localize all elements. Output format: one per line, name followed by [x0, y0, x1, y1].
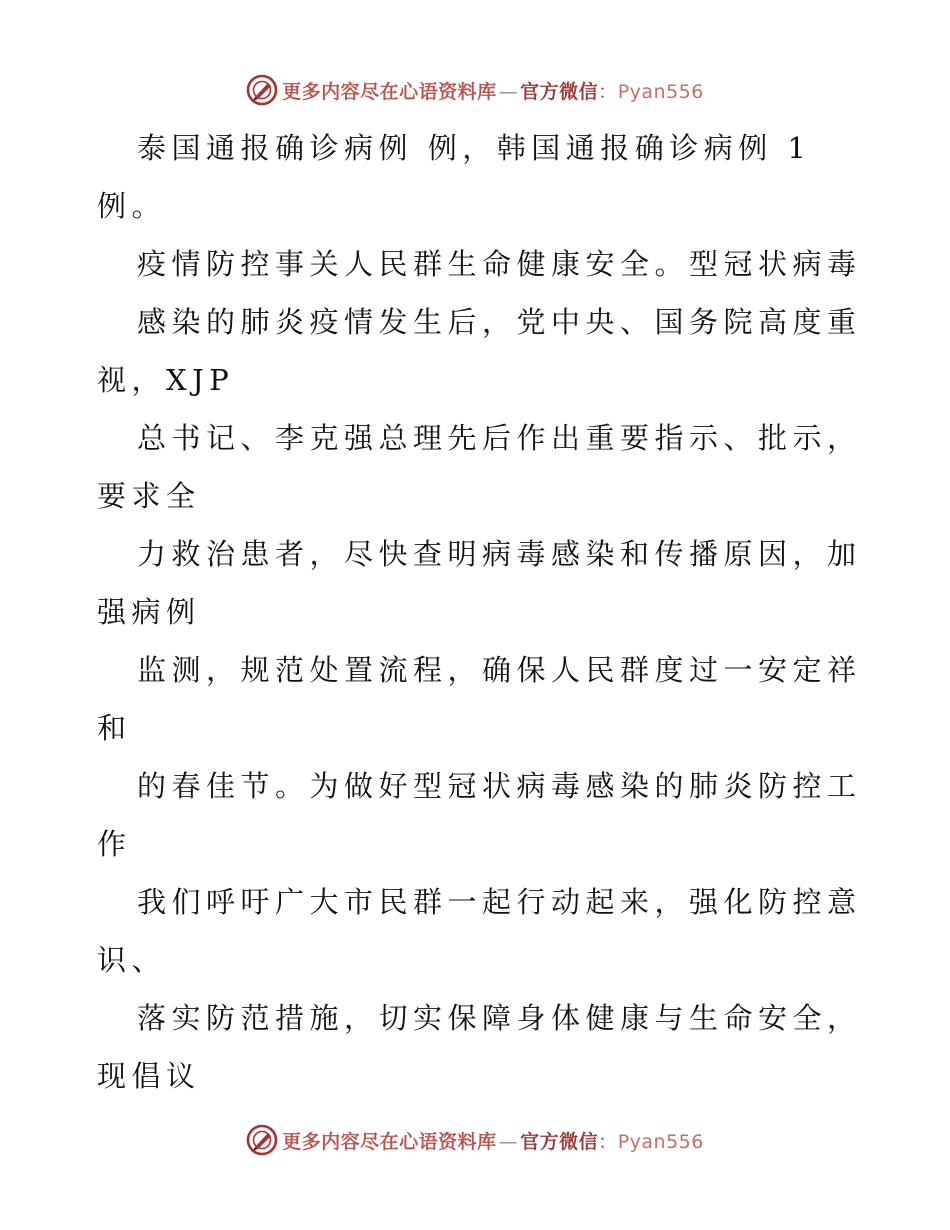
watermark-title: 更多内容尽在心语资料库 — [282, 1130, 497, 1153]
watermark-colon: ： — [598, 1130, 618, 1153]
text-line: 例。 — [97, 189, 167, 223]
text-line: 力救治患者，尽快查明病毒感染和传播原因，加 — [137, 537, 862, 571]
brand-logo-icon — [246, 1124, 278, 1156]
watermark-subtitle: 官方微信 — [520, 1130, 599, 1153]
text-line: 现倡议 — [97, 1059, 201, 1093]
text-line: 总书记、李克强总理先后作出重要指示、批示， — [137, 421, 862, 455]
text-line: 视，XJP — [97, 363, 235, 397]
text-line: 疫情防控事关人民群生命健康安全。型冠状病毒 — [137, 247, 862, 281]
text-line: 感染的肺炎疫情发生后，党中央、国务院高度重 — [137, 305, 862, 339]
watermark-separator: — — [498, 80, 519, 103]
text-line: 强病例 — [97, 595, 201, 629]
footer-watermark — [0, 1122, 950, 1158]
text-line: 落实防范措施，切实保障身体健康与生命安全， — [137, 1001, 862, 1035]
watermark-wechat-id: Pyan556 — [617, 1130, 704, 1153]
text-line: 泰国通报确诊病例 例，韩国通报确诊病例 1 — [137, 131, 812, 165]
watermark-title: 更多内容尽在心语资料库 — [282, 80, 497, 103]
text-line: 作 — [97, 827, 132, 861]
text-line: 我们呼吁广大市民群一起行动起来，强化防控意 — [137, 885, 862, 919]
watermark-subtitle: 官方微信 — [520, 80, 599, 103]
text-line: 识、 — [97, 943, 167, 977]
text-line: 要求全 — [97, 479, 201, 513]
watermark-wechat-id: Pyan556 — [617, 80, 704, 103]
text-line: 和 — [97, 711, 132, 745]
text-line: 的春佳节。为做好型冠状病毒感染的肺炎防控工 — [137, 769, 862, 803]
watermark-separator: — — [498, 1130, 519, 1153]
text-line: 监测，规范处置流程，确保人民群度过一安定祥 — [137, 653, 862, 687]
brand-logo-icon — [246, 74, 278, 106]
watermark-colon: ： — [598, 80, 618, 103]
header-watermark — [0, 72, 950, 108]
